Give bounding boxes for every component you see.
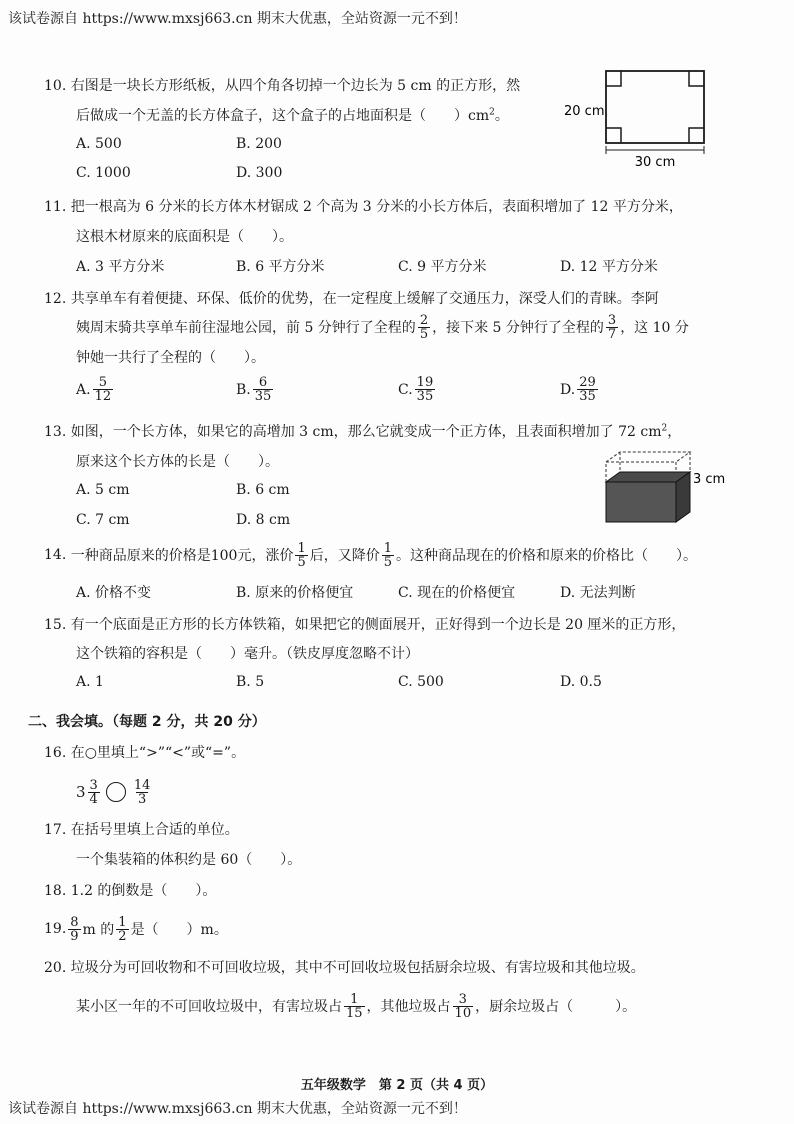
q14-text-b: 后，又降价: [309, 548, 380, 564]
q14-frac1-den: 5: [297, 554, 306, 570]
q14-frac1-num: 1: [297, 540, 306, 556]
question-14: [44, 536, 697, 574]
q11-line2: 这根木材原来的底面积是（ ）。: [76, 229, 293, 245]
page-footer: 五年级数学 第 2 页（共 4 页）: [300, 1078, 494, 1093]
q12-option-c-fraction: [415, 376, 436, 403]
q13-option-d: D. 8 cm: [236, 512, 291, 528]
q14-text-a: 一种商品原来的价格是100元，涨价: [70, 548, 294, 564]
q15-line1: 有一个底面是正方形的长方体铁箱，如果把它的侧面展开，正好得到一个边长是 20 厘米的正方形，: [70, 617, 686, 633]
q14-option-c: C. 现在的价格便宜: [398, 585, 516, 601]
q13-option-c: C. 7 cm: [76, 512, 130, 528]
question-16: [44, 742, 245, 762]
corner-cut-bl: [606, 128, 621, 143]
q20-line1: 垃圾分为可回收物和不可回收垃圾，其中不可回收垃圾包括厨余垃圾、有害垃圾和其他垃圾。: [70, 960, 645, 976]
q15-option-d: D. 0.5: [560, 674, 602, 690]
q12-option-d-den: 35: [579, 389, 596, 404]
q15-option-c: C. 500: [398, 674, 444, 690]
q12-fraction-3-7: [606, 314, 618, 341]
q20-line2-row: [76, 986, 636, 1026]
q12-option-c: [398, 376, 437, 403]
q15-line2: 这个铁箱的容积是（ ）毫升。（铁皮厚度忽略不计）: [76, 646, 419, 662]
q19-frac1-num: 8: [70, 914, 79, 930]
q11-line1: 把一根高为 6 分米的长方体木材锯成 2 个高为 3 分米的小长方体后，表面积增加了 12 平方分米，: [70, 199, 683, 215]
q12-line2-c: ，这 10 分: [620, 320, 689, 336]
question-19: [44, 909, 228, 949]
q19-fraction-1-2: [116, 916, 128, 943]
q12-option-d: [560, 376, 600, 403]
question-12: [44, 288, 659, 308]
q11-option-c: C. 9 平方分米: [398, 259, 487, 275]
source-banner-top: 该试卷源自 https://www.mxsj663.cn 期末大优惠，全站资源一元不到！: [8, 11, 467, 27]
box-front-face: [606, 482, 676, 522]
q19-frac1-den: 9: [70, 928, 79, 944]
q20-fraction-1-15: [344, 993, 365, 1020]
q10-line1: 右图是一块长方形纸板，从四个角各切掉一个边长为 5 cm 的正方形，然: [70, 78, 521, 94]
q12-option-b-den: 35: [254, 389, 272, 404]
q15-option-b: B. 5: [236, 674, 265, 690]
q10-option-a: A. 500: [76, 136, 122, 152]
q12-option-a: [76, 376, 115, 403]
q13-option-b: B. 6 cm: [236, 482, 290, 498]
q19-fraction-8-9: [68, 916, 80, 943]
q10-number: 10.: [44, 78, 67, 94]
q14-option-d: D. 无法判断: [560, 585, 636, 601]
q13-cuboid-figure: [600, 450, 730, 526]
q11-number: 11.: [44, 199, 67, 215]
q16-mixed-integer: 3: [76, 783, 86, 801]
q12-line1: 共享单车有着便捷、环保、低价的优势，在一定程度上缓解了交通压力，深受人们的青睐。李阿: [70, 291, 659, 307]
compare-circle-blank[interactable]: [106, 782, 126, 802]
q19-number: 19.: [44, 921, 67, 937]
q15-option-a: A. 1: [76, 674, 104, 690]
fig-height-label: 20 cm: [564, 104, 605, 119]
q14-fraction-1: [295, 542, 307, 569]
q14-fraction-2: [382, 542, 394, 569]
q12-option-b-fraction: [253, 376, 274, 403]
q11-option-b: B. 6 平方分米: [236, 259, 325, 275]
q14-frac2-den: 5: [383, 554, 393, 570]
q20-line2-c: ，厨余垃圾占（ ）。: [475, 999, 637, 1015]
q10-line2: 后做成一个无盖的长方体盒子，这个盒子的占地面积是（ ）cm: [76, 108, 490, 124]
q13-fig-label: 3 cm: [693, 472, 726, 487]
q12-frac2-num: 3: [607, 312, 617, 328]
q16-mixed-fraction: [88, 779, 100, 806]
q12-option-b-letter: B.: [236, 381, 251, 398]
q10-option-c: C. 1000: [76, 165, 131, 181]
q13-line2: 原来这个长方体的长是（ ）。: [76, 454, 279, 470]
q12-frac1-num: 2: [419, 312, 429, 328]
q12-option-d-letter: D.: [560, 381, 576, 398]
q12-line2-b: ，接下来 5 分钟行了全程的: [432, 320, 604, 336]
q10-line2-end: 。: [494, 108, 509, 124]
q11-option-d: D. 12 平方分米: [560, 259, 658, 275]
question-17: [44, 819, 239, 839]
q12-option-d-num: 29: [579, 375, 596, 390]
question-20: [44, 957, 645, 977]
q17-number: 17.: [44, 822, 67, 838]
q14-number: 14.: [44, 547, 67, 563]
q12-option-d-fraction: [577, 376, 598, 403]
q12-frac2-den: 7: [607, 326, 617, 342]
q12-option-a-fraction: [93, 376, 114, 403]
q11-option-a: A. 3 平方分米: [76, 259, 165, 275]
q20-frac2-den: 10: [454, 1005, 472, 1021]
q12-option-c-letter: C.: [398, 381, 413, 398]
q18-text: 1.2 的倒数是（ ）。: [70, 883, 217, 899]
q20-frac1-den: 15: [346, 1005, 363, 1021]
q15-number: 15.: [44, 617, 67, 633]
q12-line2-row: [76, 308, 689, 346]
question-15: [44, 614, 685, 634]
question-13: [44, 421, 681, 441]
q12-line3: 钟她一共行了全程的（ ）。: [76, 350, 265, 366]
q18-number: 18.: [44, 883, 67, 899]
q10-cardboard-figure: [562, 66, 742, 170]
q16-mixed-den: 4: [89, 791, 98, 807]
q19-frac2-num: 1: [118, 914, 127, 930]
question-18: [44, 880, 216, 900]
q20-number: 20.: [44, 960, 67, 976]
corner-cut-tr: [689, 71, 704, 86]
q20-frac2-num: 3: [458, 991, 467, 1007]
q19-frac2-den: 2: [118, 928, 127, 944]
q14-option-a: A. 价格不变: [76, 585, 152, 601]
q12-frac1-den: 5: [419, 326, 429, 342]
dashed-top-face: [606, 452, 690, 462]
q12-fraction-2-5: [418, 314, 430, 341]
q13-option-a: A. 5 cm: [76, 482, 130, 498]
q17-line2: 一个集装箱的体积约是 60（ ）。: [76, 852, 302, 868]
q16-number: 16.: [44, 745, 67, 761]
q12-number: 12.: [44, 291, 67, 307]
section-2-heading: 二、我会填。（每题 2 分，共 20 分）: [28, 714, 266, 730]
q19-text-b: 是（ ）m。: [130, 922, 228, 938]
q13-number: 13.: [44, 424, 67, 440]
q12-option-a-den: 12: [94, 389, 112, 404]
q14-frac2-num: 1: [383, 540, 393, 556]
source-banner-bottom: 该试卷源自 https://www.mxsj663.cn 期末大优惠，全站资源一元不到！: [8, 1101, 467, 1117]
corner-cut-br: [689, 128, 704, 143]
q20-line2-b: ，其他垃圾占: [366, 999, 451, 1015]
q16-right-fraction: [132, 779, 153, 806]
q16-comparison: [76, 772, 154, 812]
question-10: [44, 75, 520, 95]
q12-option-b-num: 6: [258, 375, 268, 390]
q13-line1-sup: 2: [661, 423, 668, 434]
q19-text-a: m 的: [82, 922, 115, 938]
q13-line1: 如图，一个长方体，如果它的高增加 3 cm，那么它就变成一个正方体，且表面积增加了 72 cm: [70, 424, 662, 440]
q17-text: 在括号里填上合适的单位。: [70, 822, 239, 838]
q12-option-b: [236, 376, 275, 403]
q12-option-a-letter: A.: [76, 381, 91, 398]
fig-width-label: 30 cm: [634, 155, 676, 170]
q10-line2-row: [76, 105, 509, 125]
q12-option-c-den: 35: [416, 389, 434, 404]
q12-option-c-num: 19: [416, 375, 434, 390]
q20-line2-a: 某小区一年的不可回收垃圾中，有害垃圾占: [76, 999, 342, 1015]
q20-frac1-num: 1: [350, 991, 359, 1007]
question-11: [44, 196, 683, 216]
q10-option-d: D. 300: [236, 165, 283, 181]
q12-line2-a: 姨周末骑共享单车前往湿地公园，前 5 分钟行了全程的: [76, 320, 416, 336]
q16-mixed-num: 3: [89, 777, 98, 793]
q10-line2-sup: 2: [489, 107, 495, 118]
q16-right-num: 14: [133, 777, 151, 793]
q14-option-b: B. 原来的价格便宜: [236, 585, 354, 601]
q12-option-a-num: 5: [98, 375, 107, 390]
q14-text-c: 。这种商品现在的价格和原来的价格比（ ）。: [396, 548, 698, 564]
q20-fraction-3-10: [453, 993, 474, 1020]
corner-cut-tl: [606, 71, 621, 86]
q16-text: 在○里填上“>”“<”或“=”。: [70, 745, 246, 761]
q16-right-den: 3: [137, 791, 147, 807]
q10-option-b: B. 200: [236, 136, 282, 152]
q13-line1-end: ，: [667, 424, 682, 440]
